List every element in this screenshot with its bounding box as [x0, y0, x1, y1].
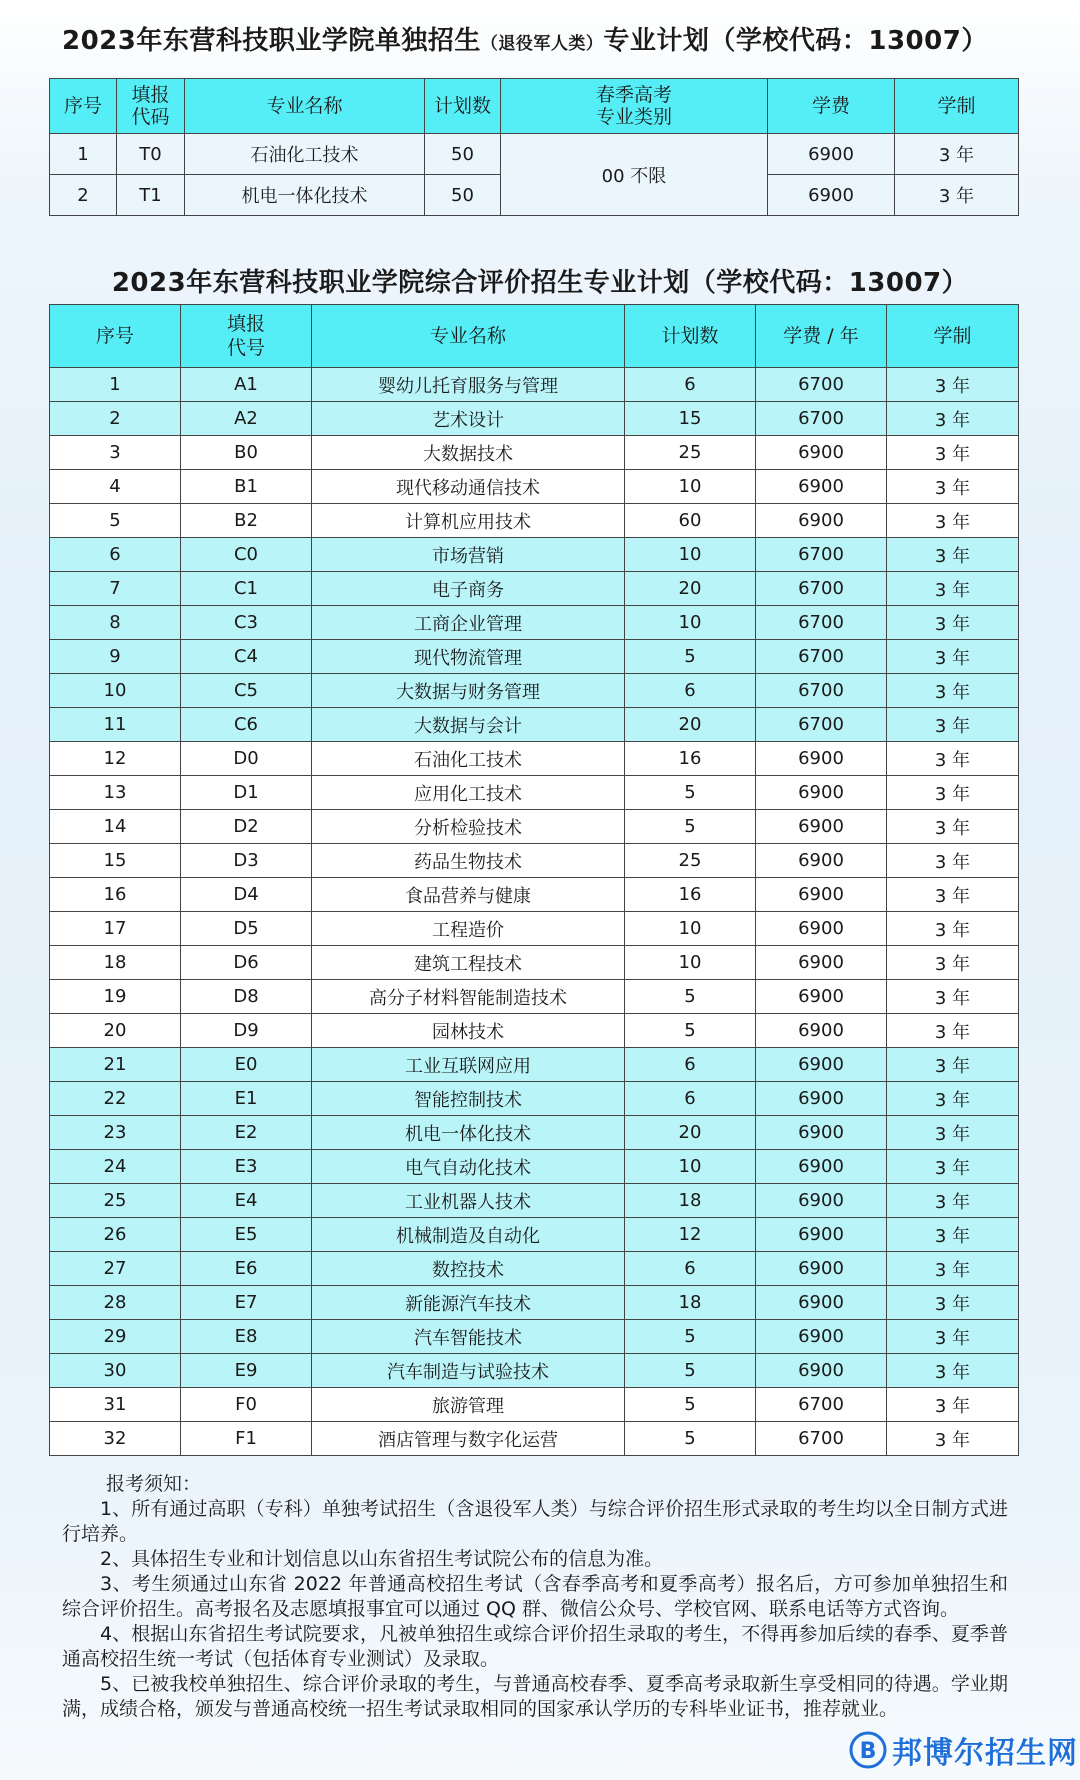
- table-row: [50, 776, 1019, 810]
- table-row: [50, 1286, 1019, 1320]
- cell-plan: 10: [625, 1150, 756, 1184]
- cell-category-merged: 00 不限: [501, 134, 768, 216]
- cell-seq: 7: [50, 572, 181, 606]
- cell-plan: 10: [625, 470, 756, 504]
- cell-years: 3 年: [887, 912, 1019, 946]
- table-row: [50, 1048, 1019, 1082]
- cell-seq: 26: [50, 1218, 181, 1252]
- cell-major-name: 艺术设计: [312, 402, 625, 436]
- cell-major-name: 园林技术: [312, 1014, 625, 1048]
- cell-years: 3 年: [887, 810, 1019, 844]
- cell-plan: 5: [625, 640, 756, 674]
- cell-seq: 1: [50, 368, 181, 402]
- table-row: [50, 1388, 1019, 1422]
- cell-seq: 32: [50, 1422, 181, 1456]
- cell-years: 3 年: [887, 1082, 1019, 1116]
- table-row: [50, 1422, 1019, 1456]
- cell-years: 3 年: [887, 1422, 1019, 1456]
- cell-code: D8: [181, 980, 312, 1014]
- cell-years: 3 年: [887, 844, 1019, 878]
- cell-plan: 5: [625, 1388, 756, 1422]
- cell-code: C1: [181, 572, 312, 606]
- cell-code: D5: [181, 912, 312, 946]
- cell-years: 3 年: [887, 674, 1019, 708]
- cell-seq: 25: [50, 1184, 181, 1218]
- cell-seq: 5: [50, 504, 181, 538]
- cell-major-name: 汽车智能技术: [312, 1320, 625, 1354]
- cell-years: 3 年: [887, 742, 1019, 776]
- cell-fee: 6900: [756, 504, 887, 538]
- cell-code: D6: [181, 946, 312, 980]
- cell-code: B1: [181, 470, 312, 504]
- cell-seq: 11: [50, 708, 181, 742]
- cell-years: 3 年: [887, 1014, 1019, 1048]
- header-category: 春季高考 专业类别: [501, 79, 768, 134]
- table-row: [50, 980, 1019, 1014]
- cell-seq: 24: [50, 1150, 181, 1184]
- cell-plan: 60: [625, 504, 756, 538]
- brand-logo-letter: B: [859, 1739, 877, 1764]
- cell-major-name: 现代物流管理: [312, 640, 625, 674]
- cell-years: 3 年: [887, 572, 1019, 606]
- cell-plan: 18: [625, 1184, 756, 1218]
- cell-fee: 6900: [768, 134, 895, 175]
- cell-years: 3 年: [887, 402, 1019, 436]
- cell-years: 3 年: [887, 878, 1019, 912]
- cell-years: 3 年: [887, 640, 1019, 674]
- cell-fee: 6900: [756, 1082, 887, 1116]
- cell-seq: 18: [50, 946, 181, 980]
- cell-major-name: 电子商务: [312, 572, 625, 606]
- cell-code: E4: [181, 1184, 312, 1218]
- cell-major-name: 计算机应用技术: [312, 504, 625, 538]
- cell-years: 3 年: [887, 708, 1019, 742]
- cell-major-name: 数控技术: [312, 1252, 625, 1286]
- cell-plan: 5: [625, 1354, 756, 1388]
- cell-code: E7: [181, 1286, 312, 1320]
- cell-major-name: 工业互联网应用: [312, 1048, 625, 1082]
- cell-fee: 6700: [756, 1388, 887, 1422]
- table-row: [50, 878, 1019, 912]
- cell-fee: 6900: [756, 810, 887, 844]
- cell-major-name: 食品营养与健康: [312, 878, 625, 912]
- cell-code: D4: [181, 878, 312, 912]
- cell-seq: 1: [50, 134, 117, 175]
- cell-seq: 31: [50, 1388, 181, 1422]
- cell-fee: 6900: [756, 1252, 887, 1286]
- cell-major-name: 高分子材料智能制造技术: [312, 980, 625, 1014]
- cell-code: C6: [181, 708, 312, 742]
- cell-fee: 6900: [756, 1320, 887, 1354]
- cell-fee: 6900: [756, 1184, 887, 1218]
- table-row: [50, 572, 1019, 606]
- table-row: [50, 1116, 1019, 1150]
- cell-plan: 5: [625, 1422, 756, 1456]
- cell-major-name: 大数据技术: [312, 436, 625, 470]
- cell-fee: 6700: [756, 572, 887, 606]
- cell-plan: 5: [625, 980, 756, 1014]
- cell-fee: 6900: [756, 1014, 887, 1048]
- cell-code: C0: [181, 538, 312, 572]
- cell-code: B0: [181, 436, 312, 470]
- table2-body: [50, 368, 1019, 1456]
- cell-fee: 6700: [756, 1422, 887, 1456]
- cell-fee: 6900: [756, 1354, 887, 1388]
- header-plan: 计划数: [625, 305, 756, 368]
- cell-seq: 17: [50, 912, 181, 946]
- cell-plan: 5: [625, 776, 756, 810]
- cell-years: 3 年: [887, 776, 1019, 810]
- cell-years: 3 年: [887, 1320, 1019, 1354]
- cell-fee: 6900: [768, 175, 895, 216]
- cell-years: 3 年: [887, 538, 1019, 572]
- table1-header-row: [50, 79, 1019, 134]
- cell-years: 3 年: [887, 1252, 1019, 1286]
- cell-fee: 6900: [756, 1150, 887, 1184]
- cell-fee: 6700: [756, 402, 887, 436]
- table-row: [50, 402, 1019, 436]
- cell-code: E6: [181, 1252, 312, 1286]
- cell-seq: 12: [50, 742, 181, 776]
- cell-seq: 19: [50, 980, 181, 1014]
- cell-seq: 13: [50, 776, 181, 810]
- cell-seq: 28: [50, 1286, 181, 1320]
- cell-years: 3 年: [887, 436, 1019, 470]
- cell-plan: 5: [625, 810, 756, 844]
- cell-years: 3 年: [887, 470, 1019, 504]
- cell-major-name: 电气自动化技术: [312, 1150, 625, 1184]
- cell-code: C3: [181, 606, 312, 640]
- cell-plan: 20: [625, 572, 756, 606]
- cell-code: E2: [181, 1116, 312, 1150]
- cell-code: A2: [181, 402, 312, 436]
- cell-plan: 12: [625, 1218, 756, 1252]
- cell-fee: 6900: [756, 1048, 887, 1082]
- cell-fee: 6900: [756, 912, 887, 946]
- cell-major-name: 旅游管理: [312, 1388, 625, 1422]
- cell-seq: 15: [50, 844, 181, 878]
- cell-years: 3 年: [887, 1150, 1019, 1184]
- cell-plan: 16: [625, 742, 756, 776]
- cell-fee: 6900: [756, 436, 887, 470]
- header-major-name: 专业名称: [185, 79, 425, 134]
- cell-code: B2: [181, 504, 312, 538]
- table1-title-tail: 专业计划（学校代码：13007）: [603, 26, 988, 56]
- cell-years: 3 年: [887, 1218, 1019, 1252]
- cell-code: F0: [181, 1388, 312, 1422]
- table-row: [50, 844, 1019, 878]
- table-row: [50, 1150, 1019, 1184]
- cell-fee: 6900: [756, 1218, 887, 1252]
- cell-major-name: 工商企业管理: [312, 606, 625, 640]
- cell-major-name: 机械制造及自动化: [312, 1218, 625, 1252]
- cell-code: T0: [117, 134, 185, 175]
- header-code: 填报 代号: [181, 305, 312, 368]
- cell-years: 3 年: [887, 1184, 1019, 1218]
- header-plan: 计划数: [425, 79, 501, 134]
- cell-plan: 25: [625, 436, 756, 470]
- cell-years: 3 年: [887, 1354, 1019, 1388]
- cell-years: 3 年: [895, 175, 1019, 216]
- application-notes: [62, 1472, 1008, 1722]
- cell-fee: 6900: [756, 742, 887, 776]
- cell-years: 3 年: [887, 504, 1019, 538]
- cell-seq: 16: [50, 878, 181, 912]
- cell-years: 3 年: [887, 368, 1019, 402]
- table1-title-paren: （退役军人类）: [480, 34, 604, 54]
- cell-fee: 6900: [756, 946, 887, 980]
- cell-major-name: 建筑工程技术: [312, 946, 625, 980]
- cell-code: E1: [181, 1082, 312, 1116]
- table1-title-main: 2023年东营科技职业学院单独招生: [62, 26, 481, 56]
- header-years: 学制: [895, 79, 1019, 134]
- cell-major-name: 机电一体化技术: [185, 175, 425, 216]
- cell-code: D9: [181, 1014, 312, 1048]
- cell-plan: 16: [625, 878, 756, 912]
- cell-seq: 23: [50, 1116, 181, 1150]
- cell-major-name: 市场营销: [312, 538, 625, 572]
- cell-plan: 50: [425, 175, 501, 216]
- cell-major-name: 石油化工技术: [185, 134, 425, 175]
- cell-seq: 30: [50, 1354, 181, 1388]
- table-row: [50, 912, 1019, 946]
- cell-seq: 9: [50, 640, 181, 674]
- table-row: [50, 368, 1019, 402]
- cell-code: E0: [181, 1048, 312, 1082]
- cell-plan: 20: [625, 1116, 756, 1150]
- cell-plan: 6: [625, 674, 756, 708]
- note-item: 3、考生须通过山东省 2022 年普通高校招生考试（含春季高考和夏季高考）报名后，方可参加单独招生和综合评价招生。高考报名及志愿填报事宜可以通过 QQ 群、微信公众号、学校官网、联系电话等方式咨询。: [62, 1573, 1008, 1620]
- cell-fee: 6700: [756, 538, 887, 572]
- header-fee: 学费: [768, 79, 895, 134]
- cell-seq: 29: [50, 1320, 181, 1354]
- table-row: [50, 470, 1019, 504]
- cell-seq: 8: [50, 606, 181, 640]
- cell-major-name: 婴幼儿托育服务与管理: [312, 368, 625, 402]
- table-row: [50, 946, 1019, 980]
- table-row: [50, 538, 1019, 572]
- cell-major-name: 大数据与财务管理: [312, 674, 625, 708]
- table-row: [50, 1354, 1019, 1388]
- header-code: 填报 代码: [117, 79, 185, 134]
- cell-code: A1: [181, 368, 312, 402]
- cell-major-name: 智能控制技术: [312, 1082, 625, 1116]
- cell-seq: 21: [50, 1048, 181, 1082]
- cell-fee: 6900: [756, 470, 887, 504]
- veteran-plan-table: [49, 78, 1019, 216]
- cell-plan: 18: [625, 1286, 756, 1320]
- cell-major-name: 现代移动通信技术: [312, 470, 625, 504]
- watermark-logo: [848, 1728, 1078, 1772]
- cell-major-name: 石油化工技术: [312, 742, 625, 776]
- table-row: [50, 1184, 1019, 1218]
- table-row: [50, 436, 1019, 470]
- cell-code: D3: [181, 844, 312, 878]
- cell-plan: 5: [625, 1014, 756, 1048]
- cell-years: 3 年: [887, 1116, 1019, 1150]
- cell-years: 3 年: [887, 980, 1019, 1014]
- cell-fee: 6700: [756, 640, 887, 674]
- cell-plan: 5: [625, 1320, 756, 1354]
- cell-major-name: 新能源汽车技术: [312, 1286, 625, 1320]
- cell-plan: 20: [625, 708, 756, 742]
- table-row: [50, 134, 1019, 175]
- cell-code: D2: [181, 810, 312, 844]
- cell-major-name: 应用化工技术: [312, 776, 625, 810]
- table-row: [50, 504, 1019, 538]
- cell-code: E3: [181, 1150, 312, 1184]
- note-item: 1、所有通过高职（专科）单独考试招生（含退役军人类）与综合评价招生形式录取的考生均以全日制方式进行培养。: [62, 1498, 1008, 1545]
- cell-major-name: 汽车制造与试验技术: [312, 1354, 625, 1388]
- comprehensive-plan-table: [49, 304, 1019, 1456]
- note-item: 2、具体招生专业和计划信息以山东省招生考试院公布的信息为准。: [100, 1548, 664, 1570]
- cell-seq: 14: [50, 810, 181, 844]
- cell-seq: 22: [50, 1082, 181, 1116]
- cell-plan: 15: [625, 402, 756, 436]
- cell-plan: 6: [625, 1252, 756, 1286]
- header-fee: 学费 / 年: [756, 305, 887, 368]
- cell-fee: 6700: [756, 708, 887, 742]
- cell-fee: 6700: [756, 606, 887, 640]
- cell-fee: 6700: [756, 368, 887, 402]
- cell-years: 3 年: [895, 134, 1019, 175]
- cell-seq: 6: [50, 538, 181, 572]
- table2-header-row: [50, 305, 1019, 368]
- note-item: 5、已被我校单独招生、综合评价录取的考生，与普通高校春季、夏季高考录取新生享受相同的待遇。学业期满，成绩合格，颁发与普通高校统一招生考试录取相同的国家承认学历的专科毕业证书，推荐就业。: [62, 1673, 1008, 1720]
- cell-code: D0: [181, 742, 312, 776]
- cell-years: 3 年: [887, 1388, 1019, 1422]
- note-item: 4、根据山东省招生考试院要求，凡被单独招生或综合评价招生录取的考生，不得再参加后续的春季、夏季普通高校招生统一考试（包括体育专业测试）及录取。: [62, 1623, 1008, 1670]
- table2-title: 2023年东营科技职业学院综合评价招生专业计划（学校代码：13007）: [111, 268, 969, 298]
- cell-seq: 27: [50, 1252, 181, 1286]
- cell-seq: 4: [50, 470, 181, 504]
- cell-major-name: 酒店管理与数字化运营: [312, 1422, 625, 1456]
- cell-plan: 6: [625, 1048, 756, 1082]
- cell-fee: 6700: [756, 674, 887, 708]
- table-row: [50, 1320, 1019, 1354]
- cell-major-name: 工业机器人技术: [312, 1184, 625, 1218]
- table1-title: [62, 20, 988, 57]
- table-row: [50, 810, 1019, 844]
- cell-major-name: 药品生物技术: [312, 844, 625, 878]
- cell-fee: 6900: [756, 1116, 887, 1150]
- table-row: [50, 1218, 1019, 1252]
- header-major-name: 专业名称: [312, 305, 625, 368]
- table-row: [50, 674, 1019, 708]
- cell-years: 3 年: [887, 1048, 1019, 1082]
- cell-seq: 20: [50, 1014, 181, 1048]
- cell-code: D1: [181, 776, 312, 810]
- header-seq: 序号: [50, 79, 117, 134]
- watermark-text: 邦博尔招生网: [892, 1736, 1078, 1771]
- cell-years: 3 年: [887, 606, 1019, 640]
- cell-fee: 6900: [756, 776, 887, 810]
- table-row: [50, 640, 1019, 674]
- cell-plan: 6: [625, 1082, 756, 1116]
- cell-years: 3 年: [887, 1286, 1019, 1320]
- table-row: [50, 1014, 1019, 1048]
- cell-fee: 6900: [756, 1286, 887, 1320]
- brand-logo-icon: [848, 1730, 888, 1770]
- cell-seq: 3: [50, 436, 181, 470]
- cell-major-name: 大数据与会计: [312, 708, 625, 742]
- cell-fee: 6900: [756, 980, 887, 1014]
- cell-code: C5: [181, 674, 312, 708]
- cell-plan: 10: [625, 606, 756, 640]
- cell-plan: 6: [625, 368, 756, 402]
- header-years: 学制: [887, 305, 1019, 368]
- cell-plan: 10: [625, 912, 756, 946]
- cell-major-name: 工程造价: [312, 912, 625, 946]
- cell-plan: 50: [425, 134, 501, 175]
- notes-heading: 报考须知：: [106, 1473, 202, 1495]
- header-seq: 序号: [50, 305, 181, 368]
- cell-code: C4: [181, 640, 312, 674]
- cell-code: E5: [181, 1218, 312, 1252]
- cell-code: F1: [181, 1422, 312, 1456]
- cell-code: T1: [117, 175, 185, 216]
- cell-seq: 10: [50, 674, 181, 708]
- cell-fee: 6900: [756, 844, 887, 878]
- cell-code: E8: [181, 1320, 312, 1354]
- cell-seq: 2: [50, 175, 117, 216]
- cell-major-name: 机电一体化技术: [312, 1116, 625, 1150]
- table-row: [50, 708, 1019, 742]
- table-row: [50, 606, 1019, 640]
- cell-fee: 6900: [756, 878, 887, 912]
- cell-plan: 10: [625, 538, 756, 572]
- cell-years: 3 年: [887, 946, 1019, 980]
- table-row: [50, 1252, 1019, 1286]
- cell-seq: 2: [50, 402, 181, 436]
- cell-plan: 25: [625, 844, 756, 878]
- table-row: [50, 1082, 1019, 1116]
- cell-code: E9: [181, 1354, 312, 1388]
- table-row: [50, 742, 1019, 776]
- cell-major-name: 分析检验技术: [312, 810, 625, 844]
- cell-plan: 10: [625, 946, 756, 980]
